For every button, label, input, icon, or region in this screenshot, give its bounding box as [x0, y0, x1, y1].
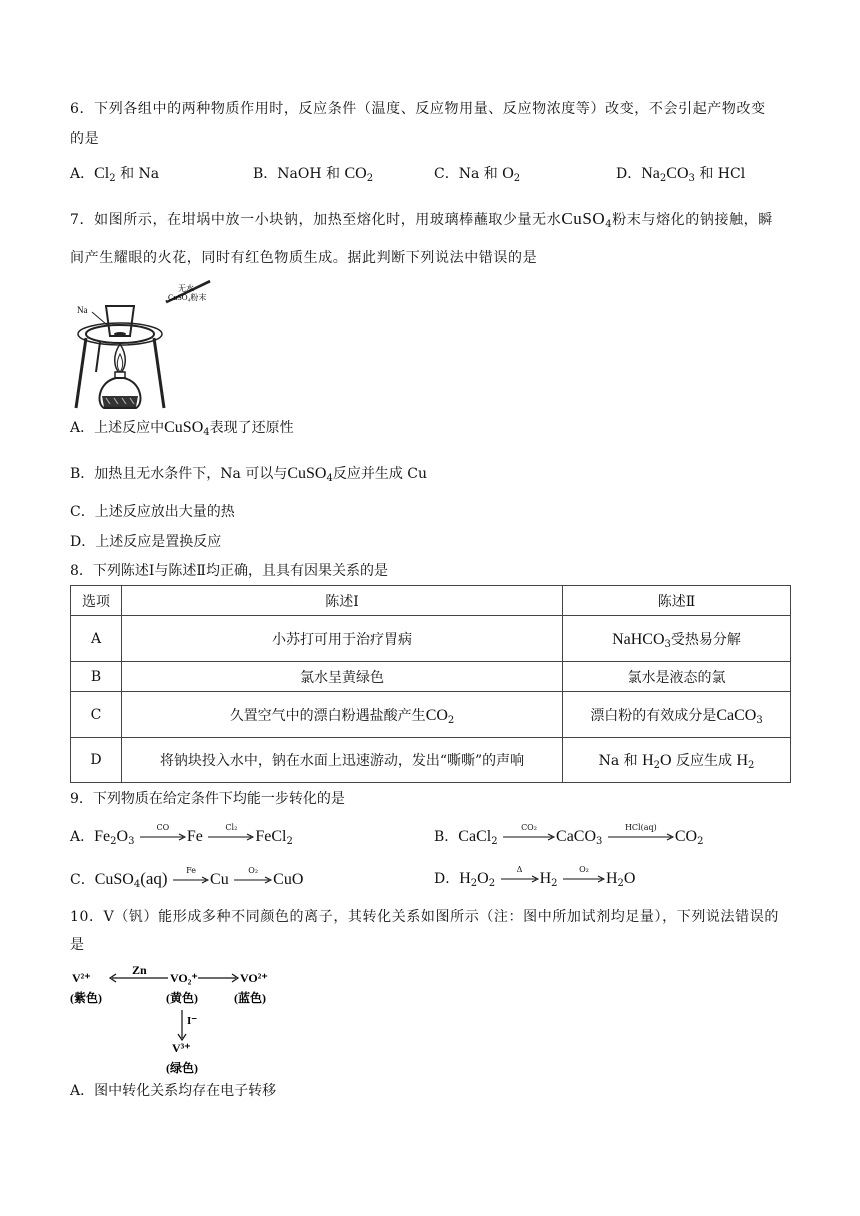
table-row: [71, 692, 791, 738]
zn-reagent: Zn: [132, 963, 147, 977]
flame: [115, 344, 126, 374]
q6-option-d[interactable]: D．$Na_2CO_3$ 和 HCl: [616, 165, 746, 184]
row-c-statement-2: 漂白粉的有效成分是CaCO$_3$: [563, 692, 791, 738]
q8-stem: 8．下列陈述Ⅰ与陈述Ⅱ均正确，且具有因果关系的是: [70, 563, 388, 579]
q9-option-d[interactable]: D．$H_2O_2$ Δ $H_2$ O₂ $H_2O$: [434, 865, 636, 889]
iodide-reagent: I⁻: [187, 1015, 198, 1027]
q8-table: [70, 585, 791, 783]
row-b-statement-2: 氯水是液态的氯: [563, 662, 791, 692]
reaction-arrow: CO₂: [502, 833, 556, 841]
row-a-statement-2: NaHCO$_3$受热易分解: [563, 616, 791, 662]
v3-color: (绿色): [166, 1061, 198, 1075]
reaction-arrow: Δ: [500, 875, 540, 883]
row-d-option: D: [71, 738, 122, 783]
reaction-arrow: Fe: [172, 876, 210, 884]
q7-apparatus-figure: [70, 276, 215, 411]
v2-color: (紫色): [70, 991, 102, 1005]
row-d-statement-2: Na 和 $H_2O$ 反应生成 $H_2$: [563, 738, 791, 783]
reaction-arrow: O₂: [233, 876, 273, 884]
q9-option-c[interactable]: C．CuSO$_4$(aq) Fe Cu O₂ CuO: [70, 866, 304, 890]
q7-option-c[interactable]: C．上述反应放出大量的热: [70, 504, 235, 520]
q6-option-b[interactable]: B．NaOH 和 $CO_2$: [253, 165, 374, 184]
table-row: [71, 616, 791, 662]
q7-option-d[interactable]: D．上述反应是置换反应: [70, 534, 222, 550]
row-b-statement-1: 氯水呈黄绿色: [122, 662, 563, 692]
header-statement-2: 陈述Ⅱ: [563, 586, 791, 616]
q6-option-a[interactable]: A．$Cl_2$ 和 Na: [70, 165, 160, 184]
q7-stem-line1: 7．如图所示，在坩埚中放一小块钠，加热至熔化时，用玻璃棒蘸取少量无水CuSO$_4$粉末与熔化的钠接触，瞬: [70, 209, 773, 230]
header-statement-1: 陈述Ⅰ: [122, 586, 563, 616]
table-row: [71, 662, 791, 692]
reaction-arrow: CO: [139, 833, 187, 841]
q7-stem-line2: 间产生耀眼的火花，同时有红色物质生成。据此判断下列说法中错误的是: [70, 250, 538, 266]
row-c-statement-1: 久置空气中的漂白粉遇盐酸产生$CO_2$: [122, 692, 563, 738]
tripod-leg-right: [154, 338, 164, 408]
row-a-option: A: [71, 616, 122, 662]
q10-stem-line2: 是: [70, 937, 85, 953]
table-row: [71, 738, 791, 783]
header-option: 选项: [71, 586, 122, 616]
q10-stem-line1: 10．V（钒）能形成多种不同颜色的离子，其转化关系如图所示（注：图中所加试剂均足量），下列说法错误的: [70, 909, 779, 925]
q7-option-b[interactable]: B．加热且无水条件下，Na 可以与CuSO$_4$反应并生成 Cu: [70, 465, 428, 484]
label-powder-2: CuSO₄粉末: [168, 293, 207, 302]
q6-stem-line2: 的是: [70, 131, 100, 147]
vo2plus-color: (黄色): [166, 991, 198, 1005]
reaction-arrow: Cl₂: [207, 833, 255, 841]
reaction-arrow: O₂: [562, 875, 606, 883]
q6-stem-line1: 6．下列各组中的两种物质作用时，反应条件（温度、反应物用量、反应物浓度等）改变，不会引起产物改变: [70, 101, 766, 117]
label-na: Na: [77, 305, 88, 315]
vo2-color: (蓝色): [234, 991, 266, 1005]
q9-stem: 9．下列物质在给定条件下均能一步转化的是: [70, 791, 345, 807]
vo2-ion: VO²⁺: [240, 971, 268, 985]
row-c-option: C: [71, 692, 122, 738]
label-powder-1: 无水: [178, 284, 194, 293]
reaction-arrow: HCl(aq): [607, 833, 675, 841]
v3-ion: V³⁺: [172, 1041, 191, 1055]
table-header-row: [71, 586, 791, 616]
q7-option-a[interactable]: A．上述反应中CuSO$_4$表现了还原性: [70, 419, 294, 438]
q10-vanadium-diagram: [70, 962, 280, 1078]
vo2plus-ion: VO₂⁺: [170, 971, 198, 985]
crucible: [106, 306, 134, 336]
row-a-statement-1: 小苏打可用于治疗胃病: [122, 616, 563, 662]
q6-option-c[interactable]: C．Na 和 $O_2$: [434, 165, 521, 184]
tripod-leg-left: [76, 338, 86, 408]
q9-option-a[interactable]: A．$Fe_2O_3$ CO Fe Cl₂ FeCl$_2$: [70, 823, 293, 847]
row-b-option: B: [71, 662, 122, 692]
q9-option-b[interactable]: B．CaCl$_2$ CO₂ CaCO$_3$ HCl(aq) $CO_2$: [434, 823, 704, 847]
row-d-statement-1: 将钠块投入水中，钠在水面上迅速游动，发出“嘶嘶”的声响: [122, 738, 563, 783]
q10-option-a[interactable]: A．图中转化关系均存在电子转移: [70, 1083, 277, 1099]
v2-ion: V²⁺: [72, 971, 91, 985]
